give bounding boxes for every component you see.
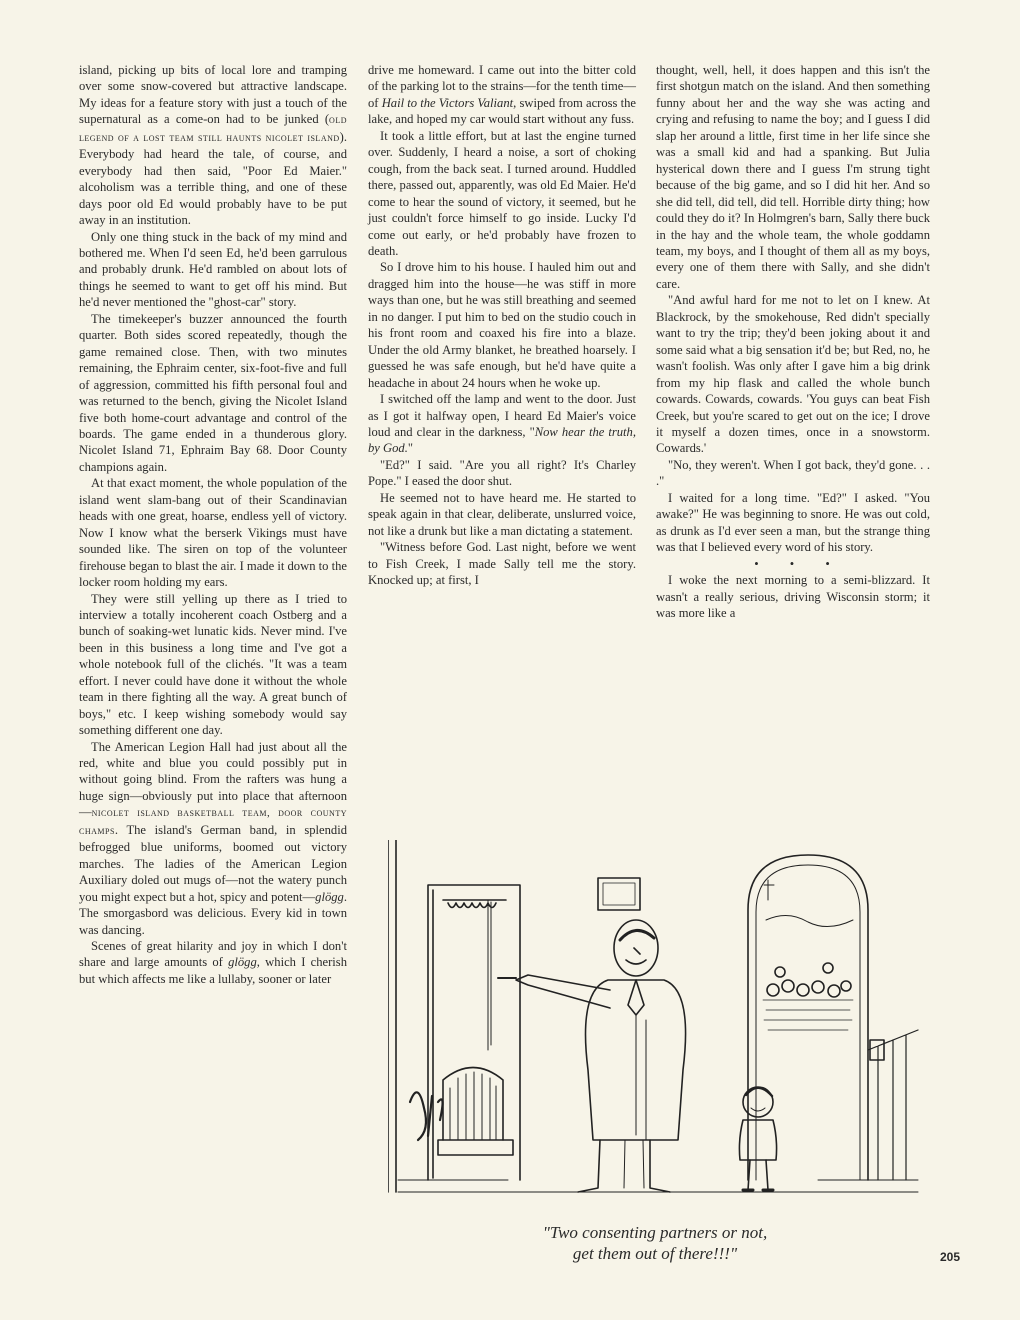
paragraph [368, 457, 636, 490]
body-text: "And awful hard for me not to let on I knew. At Blackrock, by the smokehouse, Red didn't specially want to try the trip; they'd been joking about it and some said what a big sensation it'd be; but Red, no, he wasn't foolish. Was only after I gave him a big drink from my hip flask and called the whole bunch cowards. Cowards, cowards. 'You guys can beat Fish Creek, but you're scared to get out on the ice; I drove it myself a dozen times, once in a snowstorm. Cowards.' [656, 293, 930, 456]
italic-text: Hail to the Victors Valiant [381, 95, 514, 110]
body-text: • • • [754, 556, 844, 571]
body-text: I woke the next morning to a semi-blizzard. It wasn't a really serious, driving Wisconsin storm; it was more like a [656, 573, 930, 620]
body-text: The American Legion Hall had just about all the red, white and blue you could possibly put in without going blind. From the rafters was hung a huge sign—obviously put into place that afternoon— [79, 739, 347, 820]
body-text: , which I cherish but which affects me like a lullaby, sooner or later [79, 955, 348, 986]
body-text: . The island's German band, in splendid befrogged blue uniforms, boomed out victory marches. The ladies of the American Legion Auxiliary doled out mugs of—not the watery punch you might expect but a hot, spicy and potent— [79, 822, 347, 904]
small-caps-text: old legend of a lost team still haunts nicolet island [79, 114, 347, 144]
body-text: thought, well, hell, it does happen and this isn't the first shotgun match on the island. And then something funny about her and the way she was acting and crying and refusing to name the boy; and I guess I did slap her around a little, first time in her life since she was a small kid and had a spanking. But Julia hysterical down there and I guess I'm strung tight because of the big game, and so I did hit her. And so she did tell, did tell, did tell. Horrible dirty thing; how could they do it? In Holmgren's barn, Sally there buck in the hay and the whole team, the whole goddamn team, my boys, and I thought of them all as my boys, every one of them there with Sally, and she didn't care. [656, 63, 930, 291]
body-text: "Witness before God. Last night, before we went to Fish Creek, I made Sally tell me the story. Knocked up; at first, I [368, 540, 636, 588]
body-text: Scenes of great hilarity and joy in which I don't share and large amounts of [79, 939, 347, 970]
body-text: So I drove him to his house. I hauled him out and dragged him into the house—he was stiff in more ways than one, but he was still breathing and seemed in no danger. I put him to bed on the studio couch in his front room and coaxed his fire into a blaze. Under the old Army blanket, he breathed hoarsely. I guessed he was safe enough, but he'd have quite a headache in about 24 hours when he woke up. [368, 260, 636, 390]
body-text: The timekeeper's buzzer announced the fourth quarter. Both sides scored repeatedly, though the game remained close. Then, with two minutes remaining, the Ephraim center, six-foot-five and full of aggression, committed his fifth personal foul and was returned to the bench, giving the Nicolet Island five both home-court advantage and control of the boards. The game ended in a thunderous glory. Nicolet Island 71, Ephraim Bay 68. Door County champions again. [79, 311, 347, 474]
cartoon-caption [380, 1222, 930, 1264]
body-text: , swiped from across the lake, and hoped my car would start without any fuss. [368, 95, 637, 127]
paragraph [656, 292, 930, 457]
body-text: I waited for a long time. "Ed?" I asked. "You awake?" He was beginning to snore. He was out cold, as drunk as I'd ever seen a man, but the strange thing was that I believed every word of his story. [656, 490, 930, 555]
body-text: " [407, 441, 414, 456]
paragraph [79, 938, 347, 987]
body-text: ). Everybody had heard the tale, of course, and everybody had then said, "Poor Ed Maier." alcoholism was a terrible thing, and one of these days poor old Ed would probably have to be put away in an institution. [79, 129, 347, 228]
italic-text: Now hear the truth, by God. [368, 424, 636, 456]
small-caps-text: nicolet island basketball team, door county champs [79, 807, 347, 837]
paragraph [368, 490, 636, 539]
paragraph [656, 572, 930, 621]
text-column-2 [368, 62, 636, 589]
caption-line-2: get them out of there!!!" [572, 1244, 738, 1263]
paragraph [368, 128, 636, 260]
italic-text: glögg [228, 955, 257, 970]
body-text: "No, they weren't. When I got back, they'd gone. . . ." [656, 457, 930, 489]
text-column-3 [656, 62, 930, 621]
paragraph [656, 490, 930, 556]
paragraph [79, 62, 347, 229]
paragraph [368, 391, 636, 457]
text-column-1 [79, 62, 347, 987]
paragraph [656, 556, 930, 572]
body-text: He seemed not to have heard me. He started to speak again in that clear, deliberate, unslurred voice, not like a drunk but like a man dictating a statement. [368, 490, 636, 538]
body-text: "Ed?" I said. "Are you all right? It's Charley Pope." I eased the door shut. [368, 457, 636, 489]
paragraph [79, 311, 347, 476]
body-text: At that exact moment, the whole population of the island went slam-bang out of their Scandinavian heads with one great, hoarse, endless yell of victory. Now I know what the berserk Vikings must have sounded like. The siren on top of the volunteer firehouse began to blast the air. I made it down to the locker room holding my ears. [79, 476, 347, 590]
paragraph [79, 475, 347, 590]
body-text: Only one thing stuck in the back of my mind and bothered me. When I'd seen Ed, he'd been garrulous and probably drunk. He'd rambled on about lots of things he seemed to want to get off his mind. But he'd never mentioned the "ghost-car" story. [79, 229, 347, 310]
paragraph [368, 259, 636, 391]
body-text: drive me homeward. I came out into the bitter cold of the parking lot to the strains—for the tenth time—of [368, 63, 636, 110]
paragraph [368, 62, 636, 128]
paragraph [79, 591, 347, 739]
body-text: They were still yelling up there as I tried to interview a totally incoherent coach Ostberg and a bunch of soaking-wet lunatic kids. Never mind. I've been in this business a long time and I've got a whole notebook full of the clichés. "It was a team effort. I never could have done it without the whole team in there fighting all the way. A great bunch of boys," etc. I keep wishing somebody would say something different one day. [79, 591, 347, 738]
body-text: island, picking up bits of local lore and tramping over some snow-covered but attractive landscape. My ideas for a feature story with just a touch of the supernatural as a come-on had to be junked ( [79, 63, 347, 127]
paragraph [79, 739, 347, 938]
italic-text: glögg [315, 889, 344, 904]
paragraph [79, 229, 347, 311]
cartoon-illustration [388, 840, 928, 1210]
body-text: It took a little effort, but at last the engine turned over. Suddenly, I heard a noise, a sort of choking cough, from the back seat. I turned around. Huddled there, passed out, apparently, was old Ed Maier. He'd come to hear the sound of victory, it seemed, but he just couldn't force himself to go inside. Lucky I'd come out early, or he'd probably have frozen to death. [368, 128, 636, 258]
paragraph [656, 457, 930, 490]
caption-line-1: "Two consenting partners or not, [542, 1223, 768, 1242]
paragraph [368, 539, 636, 588]
paragraph [656, 62, 930, 292]
page-number: 205 [940, 1250, 961, 1264]
body-text: I switched off the lamp and went to the door. Just as I got it halfway open, I heard Ed Maier's voice loud and clear in the darkness, " [368, 392, 636, 439]
body-text: . The smorgasbord was delicious. Every kid in town was dancing. [79, 889, 347, 937]
